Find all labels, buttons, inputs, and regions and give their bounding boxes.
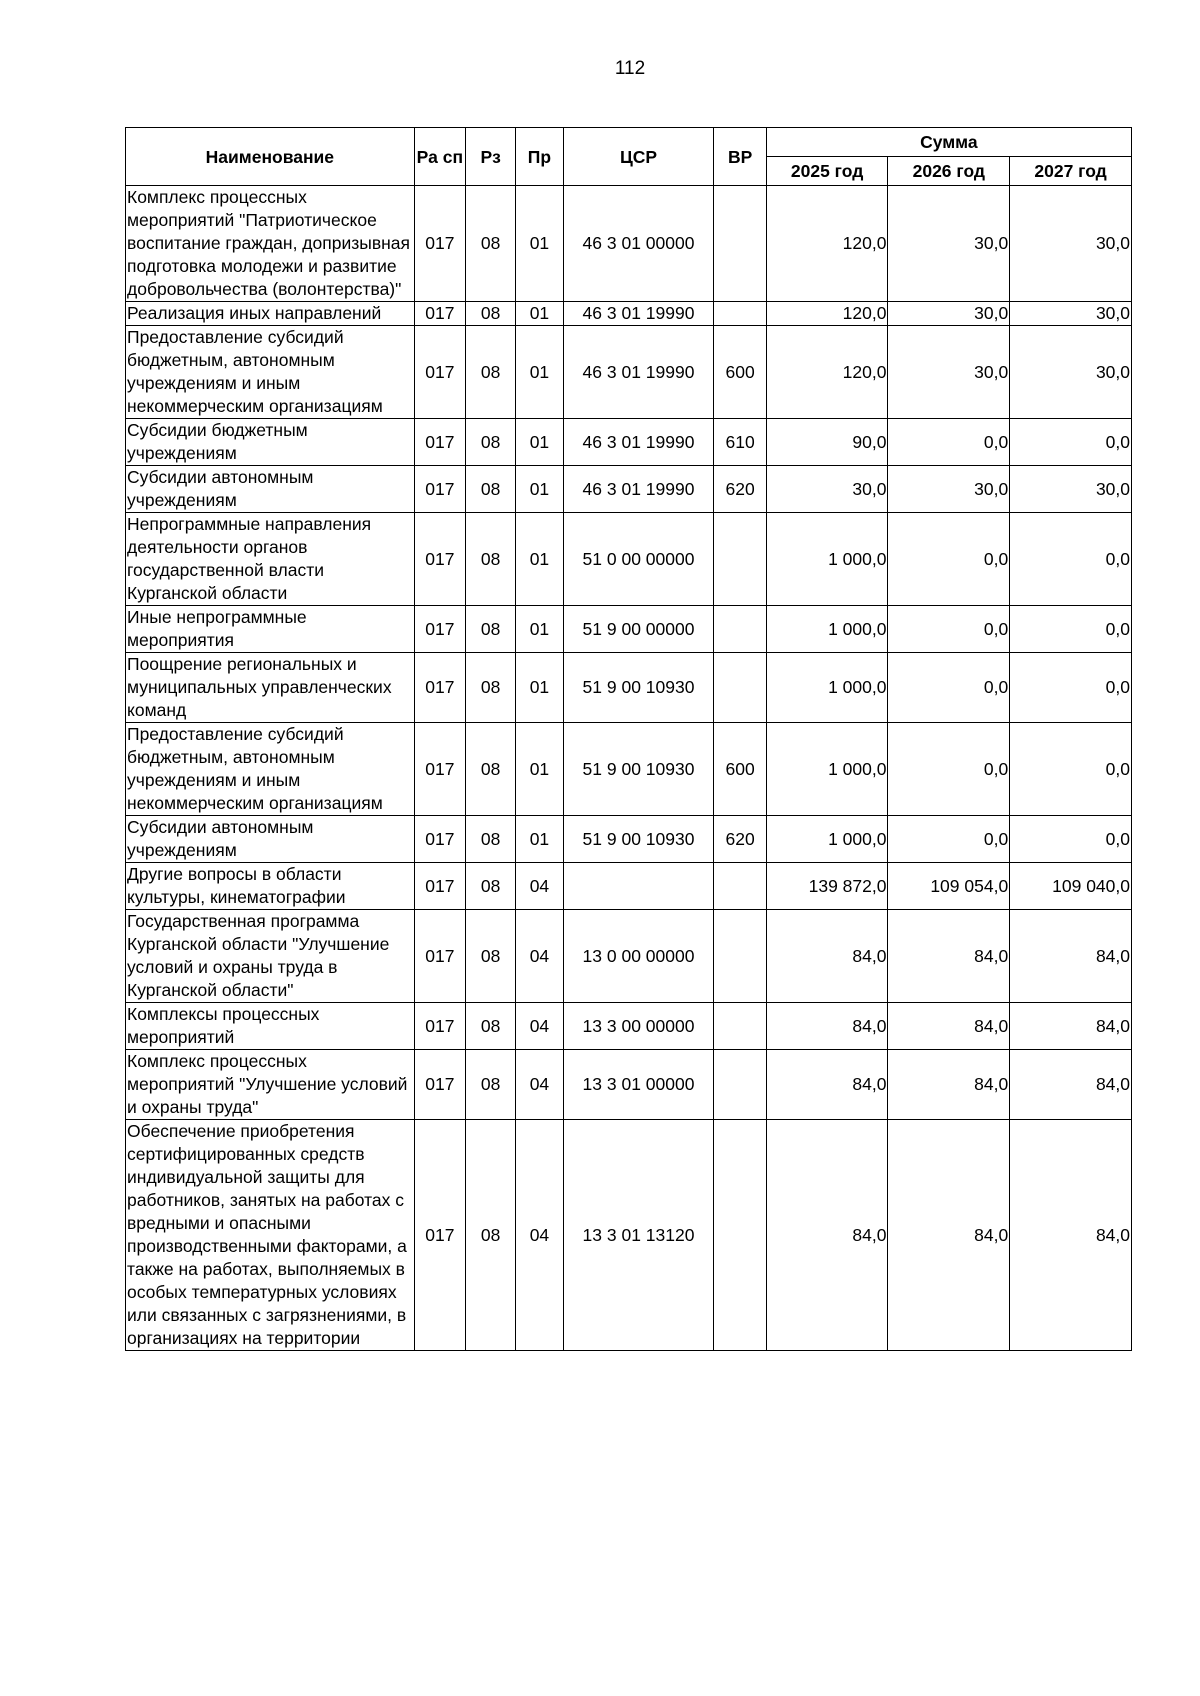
cell-name: Комплексы процессных мероприятий xyxy=(126,1003,415,1050)
cell-amount-2025: 84,0 xyxy=(766,1120,888,1351)
page-number: 112 xyxy=(614,58,646,79)
table-row xyxy=(126,302,1132,326)
cell-pr: 01 xyxy=(516,513,563,606)
cell-pr: 04 xyxy=(516,910,563,1003)
cell-pr: 01 xyxy=(516,326,563,419)
cell-amount-2026: 84,0 xyxy=(888,1120,1010,1351)
cell-vr xyxy=(714,1003,766,1050)
cell-rz: 08 xyxy=(466,1120,516,1351)
header-year-2026: 2026 год xyxy=(888,157,1010,186)
budget-table xyxy=(125,127,1132,1351)
cell-csr: 51 9 00 10930 xyxy=(563,723,714,816)
cell-pr: 04 xyxy=(516,1120,563,1351)
cell-rz: 08 xyxy=(466,326,516,419)
cell-vr xyxy=(714,863,766,910)
cell-amount-2025: 120,0 xyxy=(766,302,888,326)
cell-rz: 08 xyxy=(466,302,516,326)
cell-amount-2025: 30,0 xyxy=(766,466,888,513)
cell-amount-2027: 0,0 xyxy=(1010,816,1132,863)
cell-vr: 610 xyxy=(714,419,766,466)
cell-csr: 46 3 01 19990 xyxy=(563,302,714,326)
cell-rasp: 017 xyxy=(414,466,465,513)
cell-amount-2027: 30,0 xyxy=(1010,326,1132,419)
cell-csr: 46 3 01 19990 xyxy=(563,466,714,513)
table-row xyxy=(126,723,1132,816)
cell-amount-2025: 1 000,0 xyxy=(766,513,888,606)
cell-amount-2027: 0,0 xyxy=(1010,419,1132,466)
cell-amount-2026: 30,0 xyxy=(888,466,1010,513)
cell-rasp: 017 xyxy=(414,302,465,326)
cell-amount-2025: 120,0 xyxy=(766,186,888,302)
cell-name: Предоставление субсидий бюджетным, автономным учреждениям и иным некоммерческим организациям xyxy=(126,326,415,419)
cell-csr: 46 3 01 19990 xyxy=(563,419,714,466)
cell-csr: 51 0 00 00000 xyxy=(563,513,714,606)
cell-amount-2026: 0,0 xyxy=(888,816,1010,863)
cell-pr: 04 xyxy=(516,1050,563,1120)
cell-amount-2026: 0,0 xyxy=(888,513,1010,606)
cell-vr xyxy=(714,302,766,326)
cell-rasp: 017 xyxy=(414,910,465,1003)
cell-amount-2027: 30,0 xyxy=(1010,186,1132,302)
cell-name: Предоставление субсидий бюджетным, автономным учреждениям и иным некоммерческим организациям xyxy=(126,723,415,816)
cell-amount-2027: 84,0 xyxy=(1010,910,1132,1003)
cell-rz: 08 xyxy=(466,863,516,910)
cell-amount-2025: 84,0 xyxy=(766,1050,888,1120)
cell-name: Комплекс процессных мероприятий "Патриотическое воспитание граждан, допризывная подготовка молодежи и развитие добровольчества (волонтерства)" xyxy=(126,186,415,302)
table-row xyxy=(126,816,1132,863)
header-pr: Пр xyxy=(516,128,563,186)
cell-name: Непрограммные направления деятельности органов государственной власти Курганской области xyxy=(126,513,415,606)
cell-amount-2026: 84,0 xyxy=(888,1050,1010,1120)
cell-amount-2025: 1 000,0 xyxy=(766,816,888,863)
cell-vr: 600 xyxy=(714,723,766,816)
cell-pr: 04 xyxy=(516,1003,563,1050)
cell-amount-2027: 109 040,0 xyxy=(1010,863,1132,910)
cell-name: Субсидии бюджетным учреждениям xyxy=(126,419,415,466)
cell-rasp: 017 xyxy=(414,513,465,606)
cell-amount-2027: 84,0 xyxy=(1010,1120,1132,1351)
cell-rz: 08 xyxy=(466,186,516,302)
header-name: Наименование xyxy=(126,128,415,186)
cell-amount-2025: 120,0 xyxy=(766,326,888,419)
cell-amount-2026: 30,0 xyxy=(888,326,1010,419)
cell-rz: 08 xyxy=(466,513,516,606)
cell-csr: 46 3 01 00000 xyxy=(563,186,714,302)
cell-pr: 01 xyxy=(516,606,563,653)
cell-amount-2027: 84,0 xyxy=(1010,1003,1132,1050)
cell-amount-2025: 90,0 xyxy=(766,419,888,466)
cell-rasp: 017 xyxy=(414,816,465,863)
cell-pr: 01 xyxy=(516,186,563,302)
cell-vr xyxy=(714,1050,766,1120)
header-year-2027: 2027 год xyxy=(1010,157,1132,186)
cell-amount-2025: 84,0 xyxy=(766,1003,888,1050)
cell-rasp: 017 xyxy=(414,419,465,466)
cell-amount-2026: 84,0 xyxy=(888,1003,1010,1050)
cell-vr xyxy=(714,606,766,653)
cell-amount-2027: 30,0 xyxy=(1010,466,1132,513)
cell-rasp: 017 xyxy=(414,1003,465,1050)
cell-rz: 08 xyxy=(466,1003,516,1050)
table-row xyxy=(126,513,1132,606)
cell-rz: 08 xyxy=(466,419,516,466)
cell-vr xyxy=(714,653,766,723)
header-rz: Рз xyxy=(466,128,516,186)
cell-amount-2027: 0,0 xyxy=(1010,606,1132,653)
cell-pr: 01 xyxy=(516,723,563,816)
cell-amount-2025: 1 000,0 xyxy=(766,723,888,816)
table-row xyxy=(126,186,1132,302)
cell-amount-2026: 0,0 xyxy=(888,606,1010,653)
cell-amount-2026: 109 054,0 xyxy=(888,863,1010,910)
cell-rz: 08 xyxy=(466,466,516,513)
table-row xyxy=(126,1120,1132,1351)
cell-amount-2025: 139 872,0 xyxy=(766,863,888,910)
table-row xyxy=(126,653,1132,723)
cell-csr: 13 3 01 00000 xyxy=(563,1050,714,1120)
cell-pr: 01 xyxy=(516,816,563,863)
cell-rasp: 017 xyxy=(414,863,465,910)
cell-name: Субсидии автономным учреждениям xyxy=(126,466,415,513)
cell-amount-2025: 84,0 xyxy=(766,910,888,1003)
cell-csr: 51 9 00 10930 xyxy=(563,816,714,863)
cell-csr: 13 0 00 00000 xyxy=(563,910,714,1003)
cell-amount-2027: 0,0 xyxy=(1010,653,1132,723)
cell-rz: 08 xyxy=(466,606,516,653)
cell-rasp: 017 xyxy=(414,653,465,723)
cell-rasp: 017 xyxy=(414,326,465,419)
cell-pr: 01 xyxy=(516,302,563,326)
table-body xyxy=(126,186,1132,1351)
cell-rasp: 017 xyxy=(414,606,465,653)
cell-rasp: 017 xyxy=(414,1050,465,1120)
table-row xyxy=(126,1050,1132,1120)
cell-amount-2027: 30,0 xyxy=(1010,302,1132,326)
cell-pr: 01 xyxy=(516,419,563,466)
cell-name: Другие вопросы в области культуры, кинематографии xyxy=(126,863,415,910)
table-row xyxy=(126,326,1132,419)
cell-amount-2026: 30,0 xyxy=(888,186,1010,302)
cell-csr: 46 3 01 19990 xyxy=(563,326,714,419)
cell-name: Комплекс процессных мероприятий "Улучшение условий и охраны труда" xyxy=(126,1050,415,1120)
cell-vr xyxy=(714,1120,766,1351)
cell-name: Иные непрограммные мероприятия xyxy=(126,606,415,653)
cell-name: Государственная программа Курганской области "Улучшение условий и охраны труда в Курганской области" xyxy=(126,910,415,1003)
cell-rasp: 017 xyxy=(414,723,465,816)
cell-name: Поощрение региональных и муниципальных управленческих команд xyxy=(126,653,415,723)
table-row xyxy=(126,606,1132,653)
cell-rz: 08 xyxy=(466,723,516,816)
cell-vr: 620 xyxy=(714,466,766,513)
cell-rasp: 017 xyxy=(414,1120,465,1351)
cell-name: Субсидии автономным учреждениям xyxy=(126,816,415,863)
table-row xyxy=(126,419,1132,466)
cell-amount-2025: 1 000,0 xyxy=(766,653,888,723)
cell-pr: 01 xyxy=(516,653,563,723)
cell-amount-2027: 0,0 xyxy=(1010,723,1132,816)
cell-vr xyxy=(714,910,766,1003)
cell-amount-2026: 0,0 xyxy=(888,419,1010,466)
cell-amount-2027: 84,0 xyxy=(1010,1050,1132,1120)
cell-csr: 51 9 00 10930 xyxy=(563,653,714,723)
cell-amount-2026: 30,0 xyxy=(888,302,1010,326)
table-row xyxy=(126,910,1132,1003)
cell-csr: 13 3 01 13120 xyxy=(563,1120,714,1351)
cell-vr xyxy=(714,513,766,606)
header-summa: Сумма xyxy=(766,128,1131,157)
cell-vr: 600 xyxy=(714,326,766,419)
cell-name: Обеспечение приобретения сертифицированных средств индивидуальной защиты для работников, занятых на работах с вредными и опасными производственными факторами, а также на работах, выполняемых в особых температурных условиях или связанных с загрязнениями, в организациях на территории xyxy=(126,1120,415,1351)
cell-vr: 620 xyxy=(714,816,766,863)
table-row xyxy=(126,1003,1132,1050)
cell-amount-2026: 0,0 xyxy=(888,653,1010,723)
cell-amount-2026: 0,0 xyxy=(888,723,1010,816)
cell-rz: 08 xyxy=(466,653,516,723)
header-vr: ВР xyxy=(714,128,766,186)
cell-amount-2027: 0,0 xyxy=(1010,513,1132,606)
header-csr: ЦСР xyxy=(563,128,714,186)
cell-rz: 08 xyxy=(466,910,516,1003)
header-rasp: Ра сп xyxy=(414,128,465,186)
cell-rz: 08 xyxy=(466,1050,516,1120)
cell-pr: 04 xyxy=(516,863,563,910)
cell-amount-2025: 1 000,0 xyxy=(766,606,888,653)
cell-amount-2026: 84,0 xyxy=(888,910,1010,1003)
cell-name: Реализация иных направлений xyxy=(126,302,415,326)
table-row xyxy=(126,863,1132,910)
cell-rasp: 017 xyxy=(414,186,465,302)
cell-vr xyxy=(714,186,766,302)
cell-csr: 13 3 00 00000 xyxy=(563,1003,714,1050)
cell-csr xyxy=(563,863,714,910)
cell-csr: 51 9 00 00000 xyxy=(563,606,714,653)
header-year-2025: 2025 год xyxy=(766,157,888,186)
cell-pr: 01 xyxy=(516,466,563,513)
cell-rz: 08 xyxy=(466,816,516,863)
table-row xyxy=(126,466,1132,513)
